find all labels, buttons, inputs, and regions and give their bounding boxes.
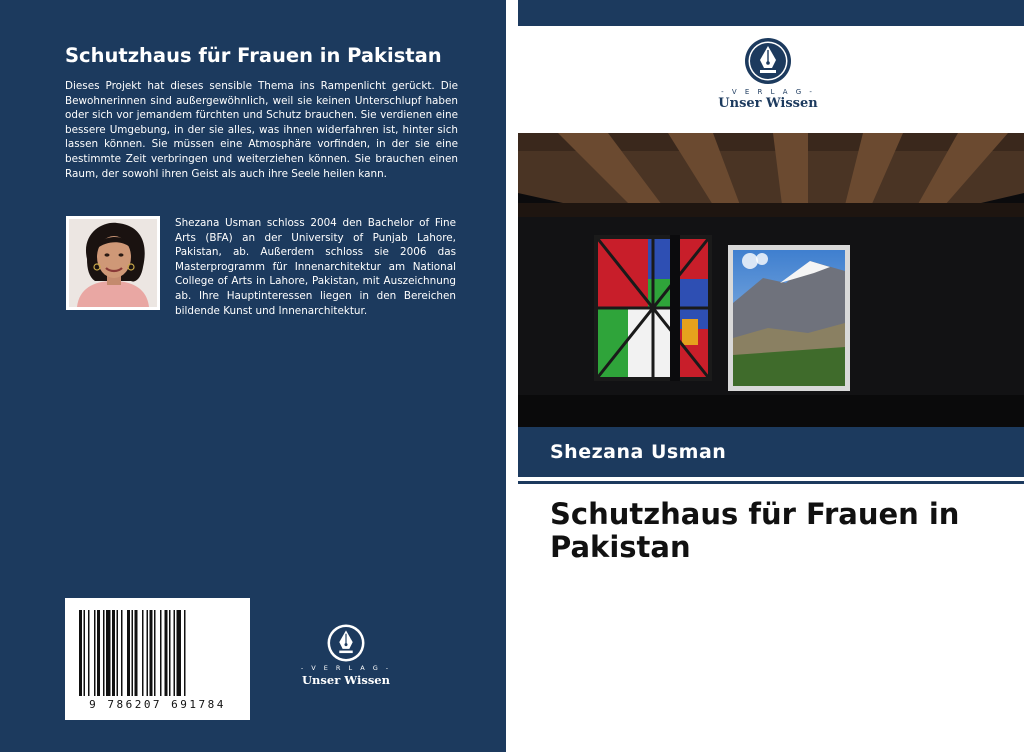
back-publisher-logo bbox=[300, 622, 392, 692]
author-bar bbox=[518, 427, 1024, 477]
front-cover bbox=[518, 0, 1024, 752]
front-publisher-name: Unser Wissen bbox=[718, 96, 818, 111]
back-publisher-verlag: - V E R L A G - bbox=[300, 664, 392, 672]
front-top-bar bbox=[518, 0, 1024, 26]
back-cover-blurb: Dieses Projekt hat dieses sensible Thema ins Rampenlicht gerückt. Die Bewohnerinnen sind außergewöhnlich, weil sie keinen Unterschlupf haben oder sich vor jemandem fürchten und Schutz brauchen. Sie verdienen eine bessere Umgebung, in der sie alles, was ihnen widerfahren ist, hinter sich lassen können. Sie müssen eine Atmosphäre vorfinden, in der sie eine bestimmte Zeit verbringen und weiterziehen können. Sie brauchen einen Raum, der sowohl ihren Geist als auch ihre Seele heilen kann. bbox=[65, 80, 458, 180]
author-photo bbox=[66, 216, 160, 310]
front-publisher-logo bbox=[708, 36, 828, 116]
back-cover bbox=[0, 0, 506, 752]
front-publisher-verlag: - V E R L A G - bbox=[721, 88, 815, 96]
cover-photo bbox=[518, 133, 1024, 427]
fountain-pen-nib-icon bbox=[325, 622, 367, 664]
spine bbox=[506, 0, 518, 752]
divider-rule bbox=[518, 481, 1024, 484]
front-cover-title: Schutzhaus für Frauen in Pakistan bbox=[550, 497, 960, 564]
back-cover-title: Schutzhaus für Frauen in Pakistan bbox=[65, 44, 442, 67]
author-bio: Shezana Usman schloss 2004 den Bachelor of Fine Arts (BFA) an der University of Punjab Lahore, Pakistan, ab. Außerdem schloss sie 2006 das Masterprogramm für Innenarchitektur am National College of Arts in Lahore, Pakistan, mit Auszeichnung ab. Ihre Hauptinteressen liegen in den Bereichen bildende Kunst und Innenarchitektur. bbox=[175, 217, 456, 317]
front-author-name: Shezana Usman bbox=[550, 441, 727, 463]
author-portrait-image bbox=[69, 219, 157, 307]
fountain-pen-nib-icon bbox=[743, 36, 793, 86]
back-publisher-name: Unser Wissen bbox=[302, 673, 390, 687]
isbn-barcode bbox=[65, 598, 250, 720]
cover-photo-window-scene bbox=[518, 133, 1024, 427]
barcode-number: 9 786207 691784 bbox=[89, 698, 226, 711]
